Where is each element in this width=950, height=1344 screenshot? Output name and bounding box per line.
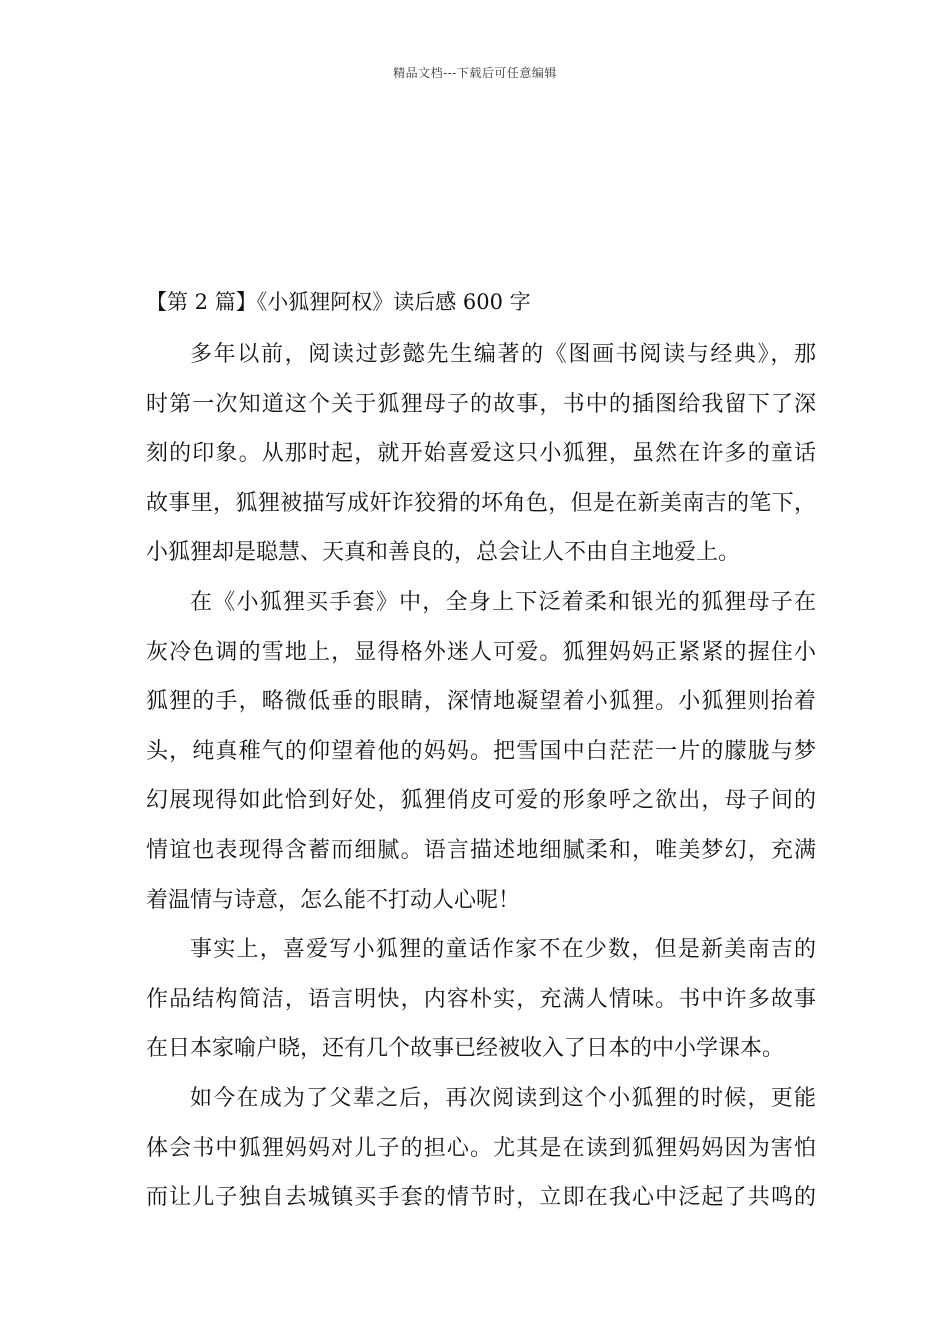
text-line: 如今在成为了父辈之后，再次阅读到这个小狐狸的时候，更能: [190, 1085, 816, 1111]
text-line: 时第一次知道这个关于狐狸母子的故事，书中的插图给我留下了深: [146, 391, 816, 417]
text-line: 小狐狸却是聪慧、天真和善良的，总会让人不由自主地爱上。: [146, 540, 741, 566]
article-title: 【第 2 篇】《小狐狸阿权》读后感 600 字: [146, 290, 531, 314]
paragraph-3: [146, 925, 816, 1074]
page-header: 精品文档---下载后可任意编辑: [393, 66, 557, 80]
text-line: 故事里，狐狸被描写成奸诈狡猾的坏角色，但是在新美南吉的笔下，: [146, 490, 816, 516]
paragraph-4: [146, 1074, 816, 1223]
paragraph-1: [146, 330, 816, 578]
text-line: 狐狸的手，略微低垂的眼睛，深情地凝望着小狐狸。小狐狸则抬着: [146, 689, 816, 715]
text-line: 多年以前，阅读过彭懿先生编著的《图画书阅读与经典》，那: [190, 342, 816, 367]
text-line: 幻展现得如此恰到好处，狐狸俏皮可爱的形象呼之欲出，母子间的: [146, 788, 816, 814]
article-body: [146, 280, 816, 1223]
text-line: 在《小狐狸买手套》中，全身上下泛着柔和银光的狐狸母子在: [190, 589, 816, 615]
text-line: 头，纯真稚气的仰望着他的妈妈。把雪国中白茫茫一片的朦胧与梦: [146, 738, 816, 764]
text-line: 在日本家喻户晓，还有几个故事已经被收入了日本的中小学课本。: [146, 1036, 785, 1062]
text-line: 而让儿子独自去城镇买手套的情节时，立即在我心中泛起了共鸣的: [146, 1185, 816, 1211]
text-line: 体会书中狐狸妈妈对儿子的担心。尤其是在读到狐狸妈妈因为害怕: [146, 1135, 816, 1161]
text-line: 刻的印象。从那时起，就开始喜爱这只小狐狸，虽然在许多的童话: [146, 441, 816, 467]
text-line: 灰冷色调的雪地上，显得格外迷人可爱。狐狸妈妈正紧紧的握住小: [146, 639, 816, 665]
paragraph-2: [146, 578, 816, 925]
text-line: 作品结构简洁，语言明快，内容朴实，充满人情味。书中许多故事: [146, 986, 816, 1012]
text-line: 事实上，喜爱写小狐狸的童话作家不在少数，但是新美南吉的: [190, 937, 816, 963]
text-line: 情谊也表现得含蓄而细腻。语言描述地细腻柔和，唯美梦幻，充满: [146, 837, 816, 863]
text-line: 着温情与诗意，怎么能不打动人心呢！: [146, 887, 521, 913]
